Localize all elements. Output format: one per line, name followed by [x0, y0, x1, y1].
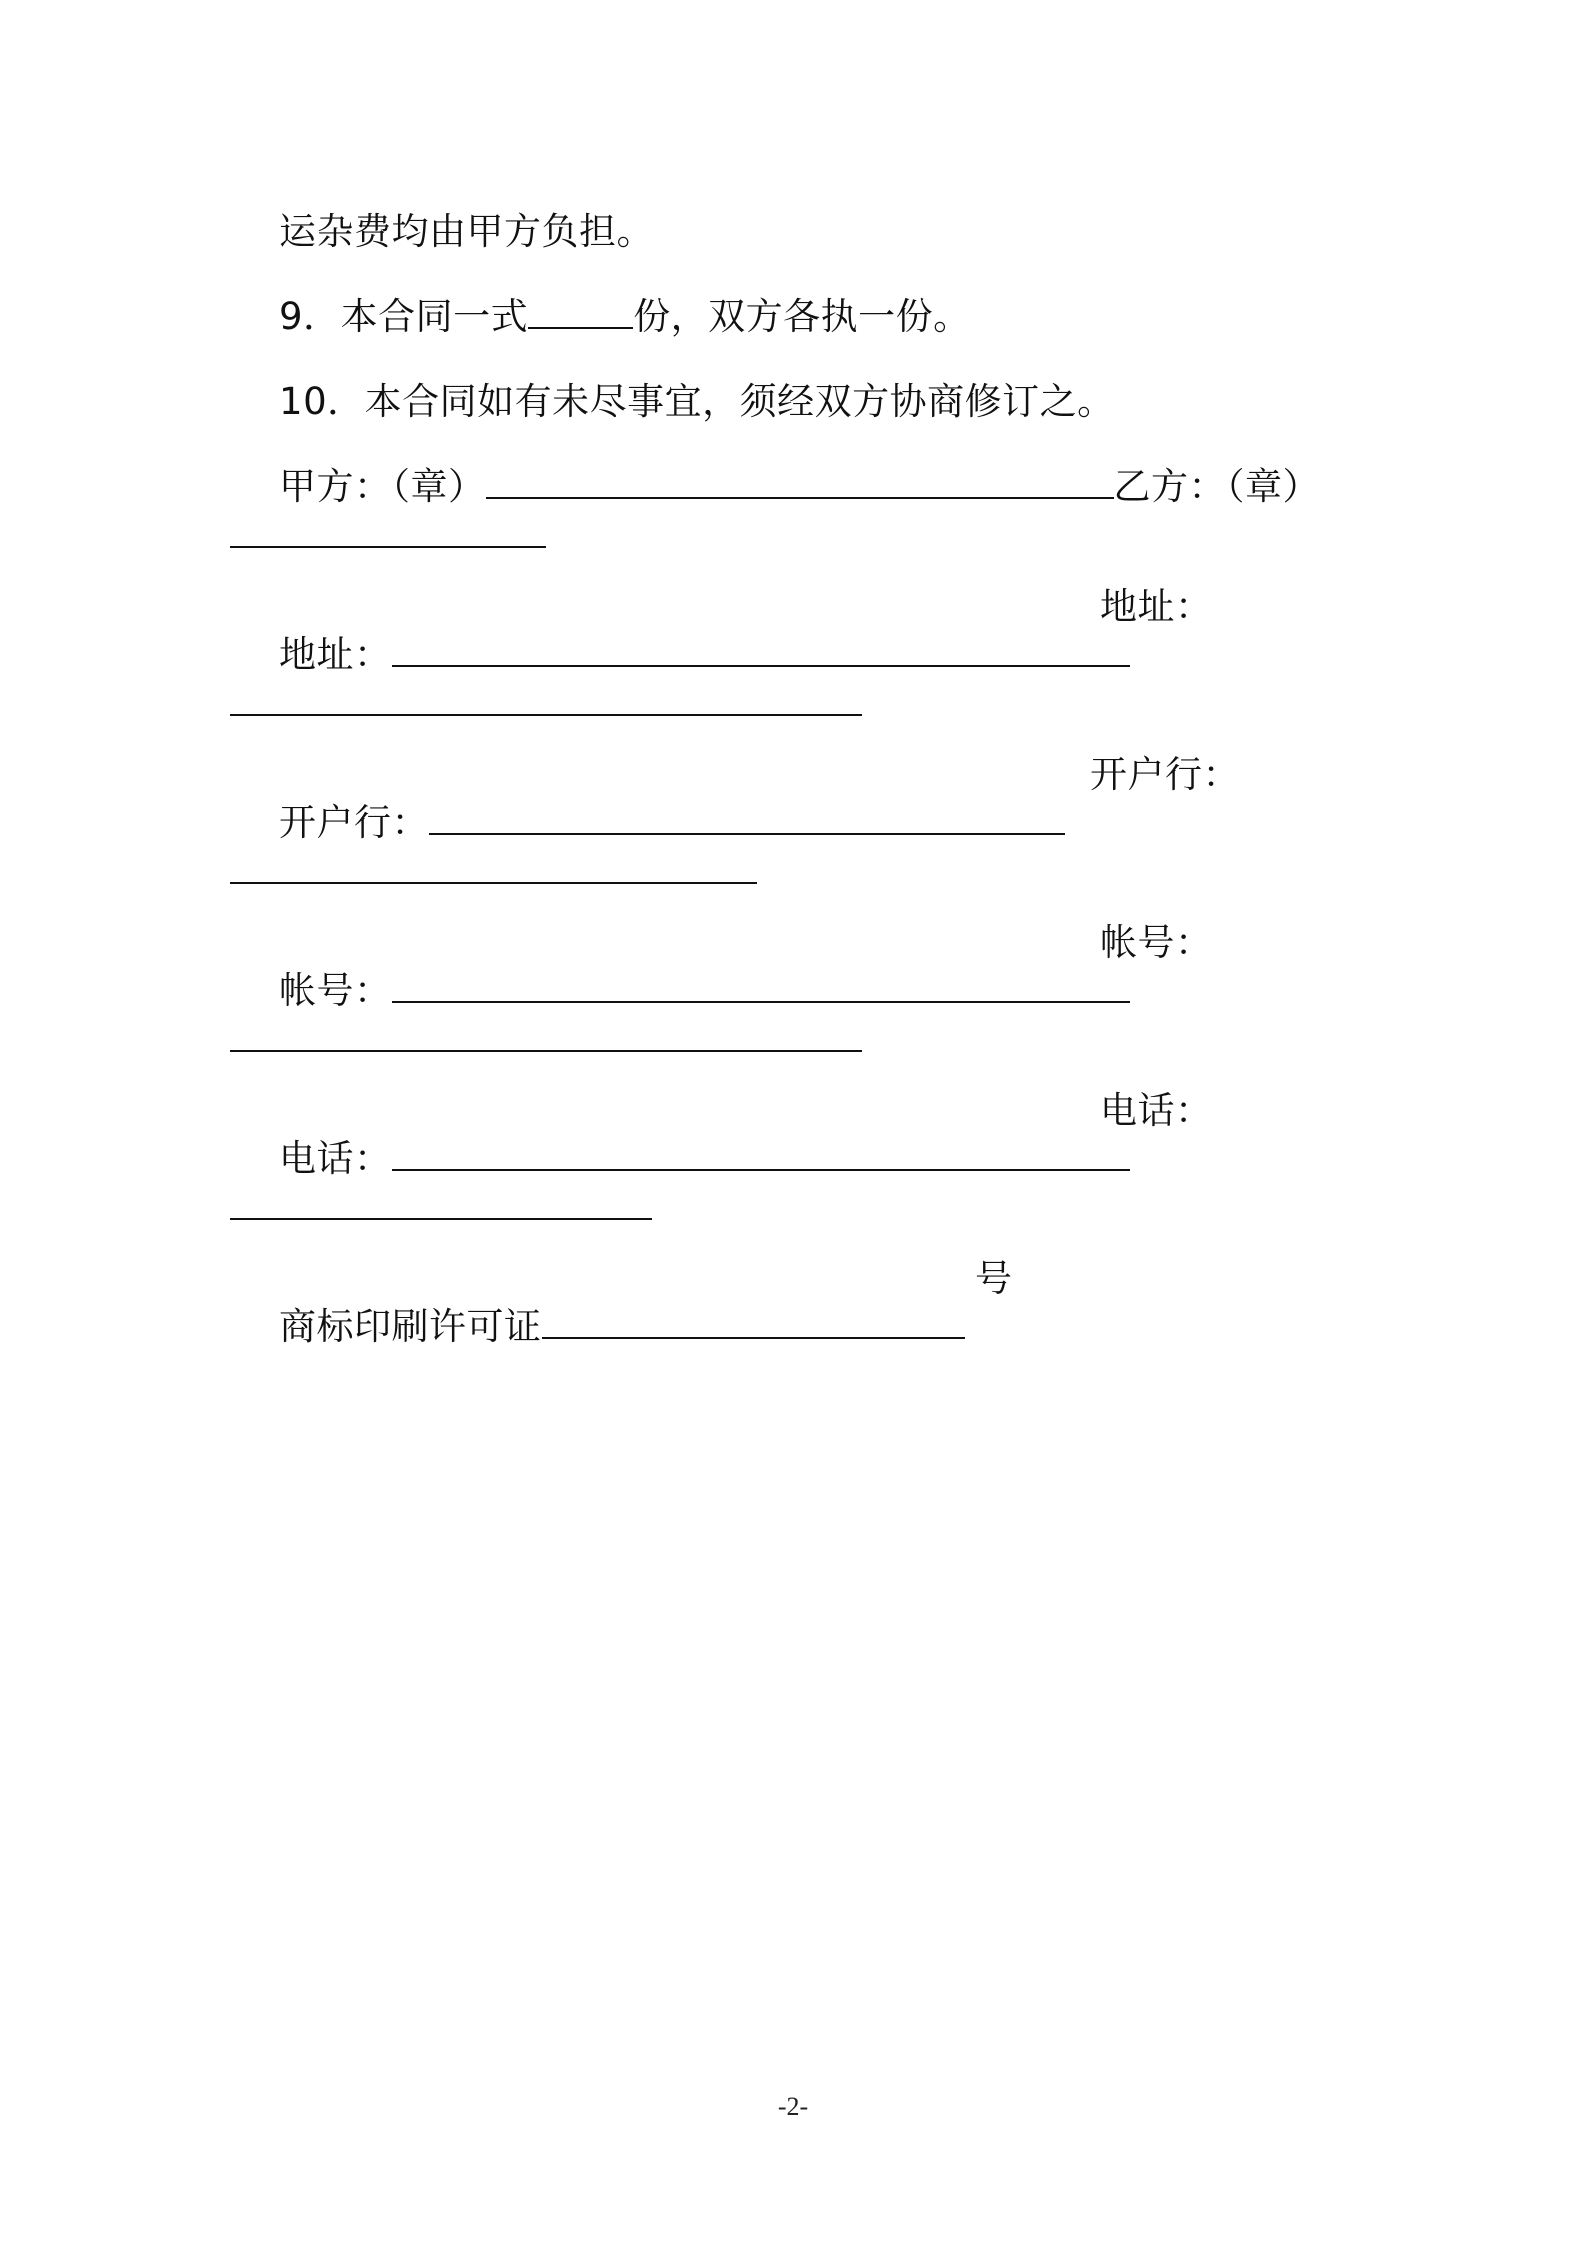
address-label-b: 地址： [1100, 585, 1213, 628]
bank-a-blank [429, 799, 1065, 835]
license-blank [542, 1303, 965, 1339]
account-a-blank [392, 967, 1130, 1003]
phone-row-a [230, 1087, 1130, 1231]
address-label-a: 地址： [279, 633, 392, 676]
clause-9-suffix: 份，双方各执一份。 [633, 295, 971, 338]
license-row [230, 1255, 965, 1399]
copies-blank [528, 293, 633, 329]
page-number: -2- [777, 2092, 809, 2121]
account-label-a: 帐号： [279, 969, 392, 1012]
license-label: 商标印刷许可证 [279, 1305, 542, 1348]
clause-9-prefix: 9．本合同一式 [279, 295, 529, 338]
address-b-blank [230, 712, 862, 716]
account-b-blank [230, 1048, 862, 1052]
party-a-label: 甲方：（章） [279, 465, 486, 508]
account-row-a [230, 919, 1130, 1063]
phone-label-b: 电话： [1100, 1089, 1213, 1132]
phone-b-blank [230, 1216, 652, 1220]
bank-label-b: 开户行： [1090, 753, 1240, 796]
account-label-b: 帐号： [1100, 921, 1213, 964]
party-b-blank [230, 544, 546, 548]
freight-clause-text: 运杂费均由甲方负担。 [279, 210, 655, 253]
party-signature-row [230, 415, 1320, 559]
address-row-a [230, 583, 1130, 727]
phone-a-blank [392, 1135, 1130, 1171]
clause-10-text: 10．本合同如有未尽事宜，须经双方协商修订之。 [279, 380, 1115, 423]
bank-b-blank [230, 880, 757, 884]
address-a-blank [392, 631, 1130, 667]
bank-row-a [230, 751, 1065, 895]
party-a-blank [486, 463, 1114, 499]
phone-label-a: 电话： [279, 1137, 392, 1180]
bank-label-a: 开户行： [279, 801, 430, 844]
party-b-label: 乙方：（章） [1113, 465, 1321, 508]
license-suffix: 号 [975, 1257, 1013, 1300]
